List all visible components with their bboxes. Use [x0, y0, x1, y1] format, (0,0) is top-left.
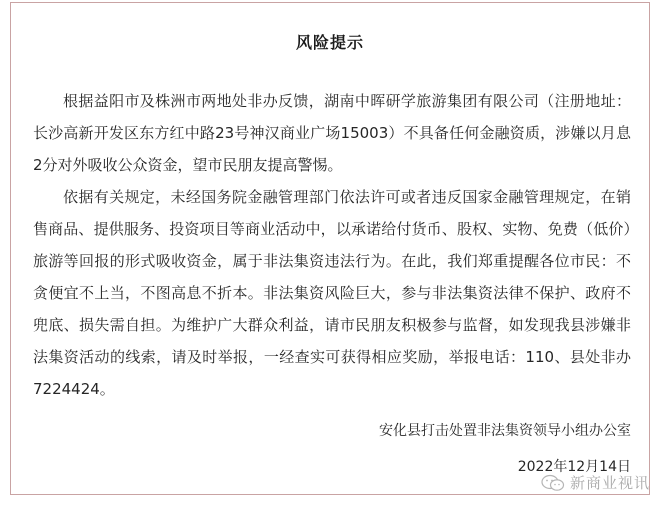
notice-title: 风险提示 — [295, 33, 364, 52]
watermark-text: 新商业视讯 — [569, 474, 650, 492]
wechat-icon — [541, 474, 565, 492]
issuer-signature: 安化县打击处置非法集资领导小组办公室 — [379, 423, 631, 439]
issue-date: 2022年12月14日 — [517, 459, 631, 475]
notice-box — [10, 2, 650, 495]
notice-paragraph-1: 根据益阳市及株洲市两地处非办反馈，湖南中晖研学旅游集团有限公司（注册地址：长沙高新开发区东方红中路23号神汉商业广场15003）不具备任何金融资质，涉嫌以月息2分对外吸收公众资金，望市民朋友提高警惕。 — [33, 92, 631, 174]
notice-body — [33, 85, 631, 405]
source-watermark — [541, 472, 650, 493]
notice-paragraph-2: 依据有关规定，未经国务院金融管理部门依法许可或者违反国家金融管理规定，在销售商品、提供服务、投资项目等商业活动中，以承诺给付货币、股权、实物、免费（低价）旅游等回报的形式吸收资金，属于非法集资违法行为。在此，我们郑重提醒各位市民：不贪便宜不上当，不图高息不折本。非法集资风险巨大，参与非法集资法律不保护、政府不兜底、损失需自担。为维护广大群众利益，请市民朋友积极参与监督，如发现我县涉嫌非法集资活动的线索，请及时举报，一经查实可获得相应奖励，举报电话：110、县处非办7224424。 — [33, 188, 631, 398]
